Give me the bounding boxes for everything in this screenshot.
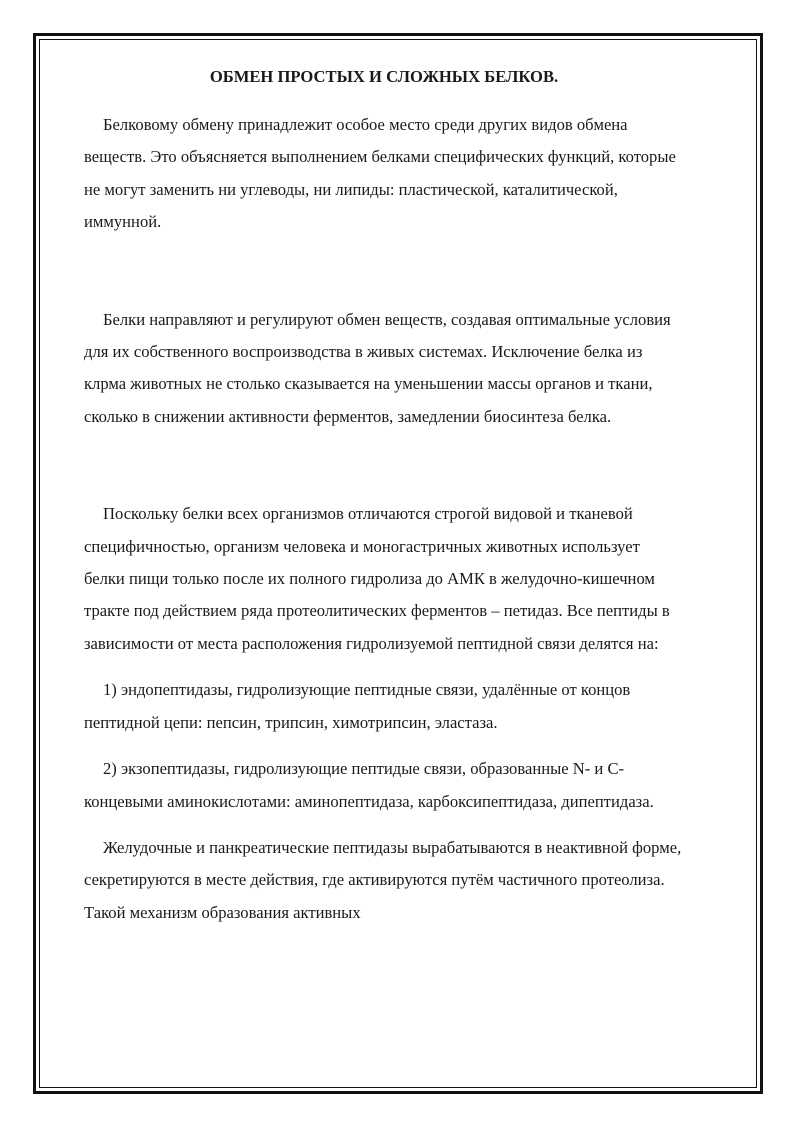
document-body: [84, 62, 684, 929]
paragraph-spacer: [84, 239, 684, 304]
document-title: ОБМЕН ПРОСТЫХ И СЛОЖНЫХ БЕЛКОВ.: [209, 67, 559, 86]
list-item-exopeptidases: 2) экзопептидазы, гидролизующие пептидые связи, образованные N- и С-концевыми аминокислотами: аминопептидаза, карбоксипептидаза, дипептидаза.: [84, 759, 654, 811]
paragraph-hydrolysis: Поскольку белки всех организмов отличаются строгой видовой и тканевой специфичностью, организм человека и моногастричных животных использует белки пищи только после их полного гидролиза до АМК в желудочно-кишечном тракте под действием ряда протеолитических ферментов – петидаз. Все пептиды в зависимости от места расположения гидролизуемой пептидной связи делятся на:: [84, 504, 670, 653]
list-item-endopeptidases: 1) эндопептидазы, гидролизующие пептидные связи, удалённые от концов пептидной цепи: пепсин, трипсин, химотрипсин, эластаза.: [84, 680, 631, 732]
paragraph-regulation: Белки направляют и регулируют обмен веществ, создавая оптимальные условия для их собственного воспроизводства в живых системах. Исключение белка из клрма животных не столько сказывается на уменьшении массы органов и ткани, сколько в снижении активности ферментов, замедлении биосинтеза белка.: [84, 309, 671, 426]
paragraph-spacer: [84, 433, 684, 498]
paragraph-intro: Белковому обмену принадлежит особое место среди других видов обмена веществ. Это объясняется выполнением белками специфических функций, которые не могут заменить ни углеводы, ни липиды: пластической, каталитической, иммунной.: [84, 115, 676, 232]
paragraph-spacer: [84, 818, 684, 832]
paragraph-spacer: [84, 739, 684, 753]
paragraph-activation: Желудочные и панкреатические пептидазы вырабатываются в неактивной форме, секретируются в месте действия, где активируются путём частичного протеолиза. Такой механизм образования активных: [84, 837, 682, 922]
paragraph-spacer: [84, 660, 684, 674]
